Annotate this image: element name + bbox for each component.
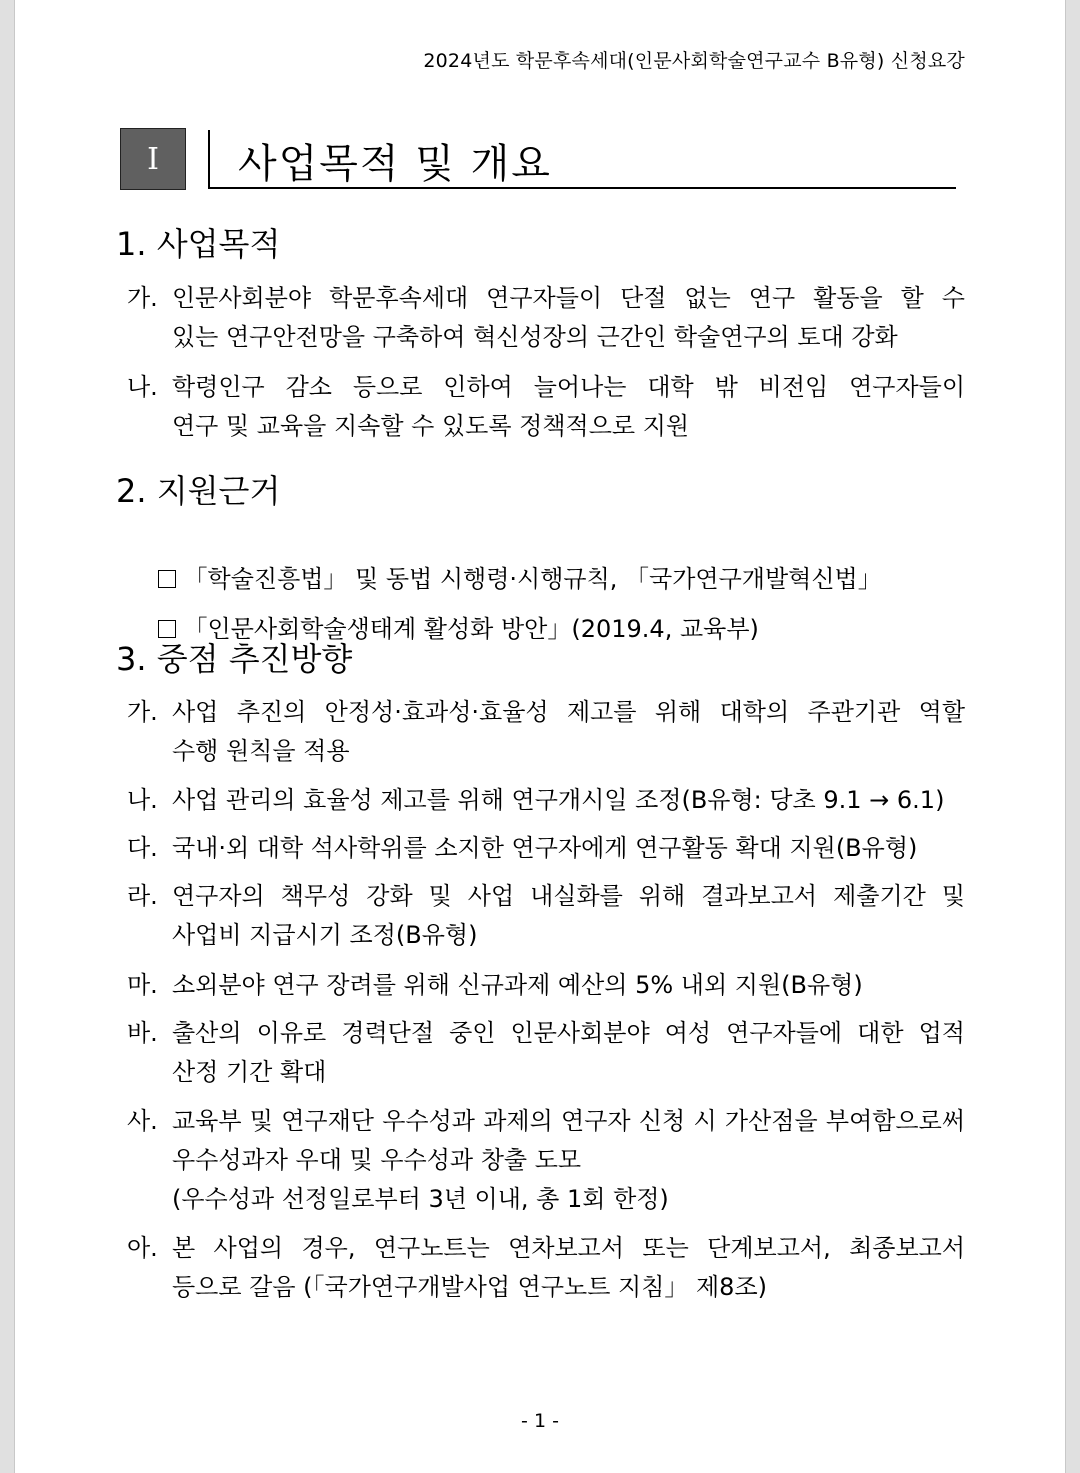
chapter-numeral: I xyxy=(147,141,159,177)
page-number: - 1 - xyxy=(521,1410,559,1432)
item-marker: 다. xyxy=(127,834,158,862)
basis-text: 「인문사회학술생태계 활성화 방안」(2019.4, 교육부) xyxy=(183,615,759,643)
list-item xyxy=(127,368,965,446)
document-page xyxy=(15,0,1065,1473)
item-marker: 아. xyxy=(127,1234,158,1262)
item-line: 본 사업의 경우, 연구노트는 연차보고서 또는 단계보고서, 최종보고서 xyxy=(172,1234,965,1262)
chapter-heading xyxy=(120,128,956,190)
item-marker: 마. xyxy=(127,971,158,999)
list-item xyxy=(127,279,965,357)
chapter-number-box xyxy=(120,128,186,190)
section-heading-purpose: 1. 사업목적 xyxy=(116,225,281,263)
item-line: 산정 기간 확대 xyxy=(172,1058,327,1086)
list-item xyxy=(127,1102,965,1219)
section-heading-basis: 2. 지원근거 xyxy=(116,472,281,510)
item-line: 사업비 지급시기 조정(B유형) xyxy=(172,921,478,949)
item-line: 인문사회분야 학문후속세대 연구자들이 단절 없는 연구 활동을 할 수 xyxy=(172,284,965,312)
item-line: 있는 연구안전망을 구축하여 혁신성장의 근간인 학술연구의 토대 강화 xyxy=(172,323,898,351)
list-item xyxy=(127,1229,965,1307)
section-heading-direction: 3. 중점 추진방향 xyxy=(116,640,353,678)
chapter-title: 사업목적 및 개요 xyxy=(238,141,552,187)
list-item xyxy=(127,966,965,1005)
item-line: 사업 관리의 효율성 제고를 위해 연구개시일 조정(B유형: 당초 9.1 → 6.1) xyxy=(172,786,945,814)
basis-text: 「학술진흥법」 및 동법 시행령·시행규칙, 「국가연구개발혁신법」 xyxy=(183,565,882,593)
item-line: (우수성과 선정일로부터 3년 이내, 총 1회 한정) xyxy=(172,1185,669,1213)
item-line: 학령인구 감소 등으로 인하여 늘어나는 대학 밖 비전임 연구자들이 xyxy=(172,373,965,401)
item-marker: 나. xyxy=(127,786,158,814)
running-header: 2024년도 학문후속세대(인문사회학술연구교수 B유형) 신청요강 xyxy=(423,50,965,72)
list-item xyxy=(127,829,965,868)
list-item xyxy=(127,781,965,820)
chapter-divider-vertical xyxy=(208,130,210,188)
list-item xyxy=(127,877,965,955)
item-line: 등으로 갈음 (「국가연구개발사업 연구노트 지침」 제8조) xyxy=(172,1273,768,1301)
item-marker: 바. xyxy=(127,1019,158,1047)
list-item xyxy=(127,693,965,771)
item-line: 수행 원칙을 적용 xyxy=(172,737,350,765)
item-line: 연구자의 책무성 강화 및 사업 내실화를 위해 결과보고서 제출기간 및 xyxy=(172,882,965,910)
item-marker: 사. xyxy=(127,1107,158,1135)
item-marker: 나. xyxy=(127,373,158,401)
item-marker: 라. xyxy=(127,882,158,910)
item-line: 출산의 이유로 경력단절 중인 인문사회분야 여성 연구자들에 대한 업적 xyxy=(172,1019,965,1047)
item-line: 교육부 및 연구재단 우수성과 과제의 연구자 신청 시 가산점을 부여함으로써 xyxy=(172,1107,965,1135)
item-line: 우수성과자 우대 및 우수성과 창출 도모 xyxy=(172,1146,582,1174)
list-item xyxy=(127,1014,965,1092)
item-line: 국내·외 대학 석사학위를 소지한 연구자에게 연구활동 확대 지원(B유형) xyxy=(172,834,918,862)
item-line: 소외분야 연구 장려를 위해 신규과제 예산의 5% 내외 지원(B유형) xyxy=(172,971,863,999)
item-line: 연구 및 교육을 지속할 수 있도록 정책적으로 지원 xyxy=(172,412,690,440)
item-marker: 가. xyxy=(127,698,158,726)
item-line: 사업 추진의 안정성·효과성·효율성 제고를 위해 대학의 주관기관 역할 xyxy=(172,698,965,726)
item-marker: 가. xyxy=(127,284,158,312)
